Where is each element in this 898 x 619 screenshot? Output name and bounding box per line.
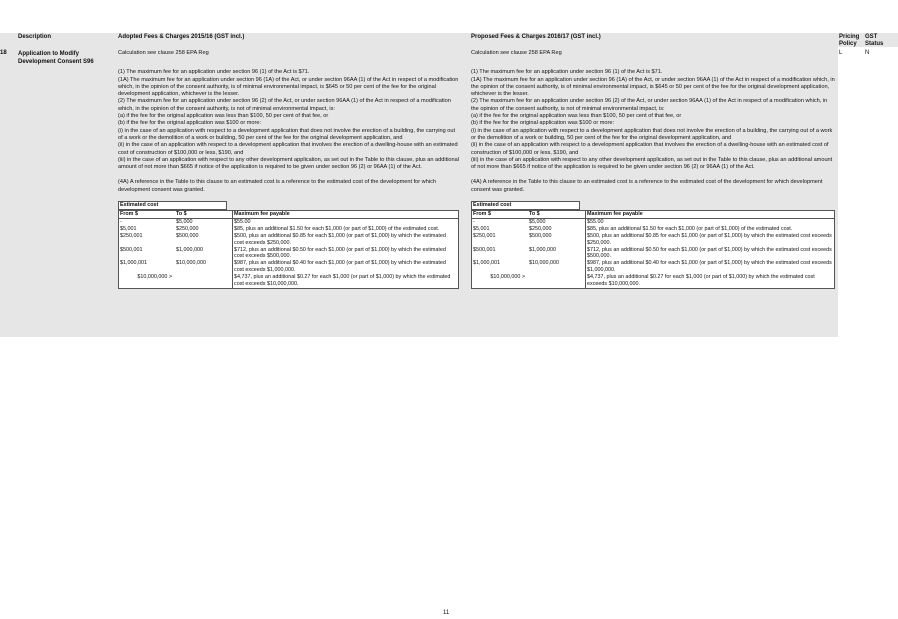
cell-from: $500,001 [473,246,496,253]
adopted-para: (ii) in the case of an application with respect to a development application that involves the erection of a dwelling-house with an estimated cost of construction of $100,000 or less, $190, and [118,142,458,156]
proposed-estimated-cost-label: Estimated cost [471,201,580,210]
table-row [472,218,834,225]
header-proposed: Proposed Fees & Charges 2016/17 (GST incl.) [471,34,601,40]
cell-to: $1,000,000 [528,247,586,261]
table-row [119,218,458,225]
adopted-para: (i) in the case of an application with respect to a development application that does not involve the erection of a building, the carrying out of a work or the demolition of a work or building, 50 per cent of the fee for the original development application, and [118,127,456,141]
cell-from: $1,000,001 [473,260,500,267]
table-row [119,233,458,247]
cell-from: $250,001 [473,232,496,239]
proposed-para: (iii) in the case of an application with respect to any other development application, as set out in the Table to this clause, plus an additional amount of not more than $665 if notice of the application is required to be given under section 96 (2) or 96AA (1) of the Act. [471,156,833,171]
header-gst-status: GST Status [865,34,884,47]
cell-to: $1,000,000 [175,247,233,261]
adopted-fee-table-box [118,210,459,289]
cell-fee: $85, plus an additional $1.50 for each $1,000 (or part of $1,000) of the estimated cost. [234,225,440,232]
adopted-para: (b) if the fee for the original application was $100 or more: [118,120,262,127]
cell-fee: $500, plus an additional $0.85 for each $1,000 (or part of $1,000) by which the estimated cost exceeds $250,000. [587,232,832,246]
cell-to: $250,000 [528,226,586,233]
table-row [472,226,834,233]
table-row [472,260,834,274]
proposed-para: (i) in the case of an application with respect to a development application that does not involve the erection of a building, the carrying out of a work or the demolition of a work or building, 50 per cent of the fee for the original development application, and [471,127,833,141]
cell-fee: $55.00 [234,218,251,225]
proposed-para: (a) if the fee for the original application was less than $100, 50 per cent of that fee, or [471,113,682,120]
cell-fee: $712, plus an additional $0.50 for each $1,000 (or part of $1,000) by which the estimated cost exceeds $500,000. [234,246,446,260]
proposed-fee-table-box [471,210,835,289]
row-gst-status: N [865,50,870,56]
cell-to: $250,000 [175,226,233,233]
proposed-para: (b) if the fee for the original application was $100 or more: [471,120,615,127]
adopted-para: (2) The maximum fee for an application under section 96 (2) of the Act, or under section 96AA (1) of the Act in respect of a modification which, in the opinion of the consent authority, is not of minimal environmental impact, is: [118,98,451,112]
cell-to: $500,000 [175,233,233,247]
adopted-para-4a: (4A) A reference in the Table to this clause to an estimated cost is a reference to the estimated cost of the development for which development consent was granted. [118,179,436,193]
table-header-row [119,211,458,218]
proposed-para: (ii) in the case of an application with respect to a development application that involves the erection of a dwelling-house with an estimated cost of construction of $100,000 or less, $190, and [471,142,829,156]
table-row [119,247,458,261]
cell-from: $10,000,000 > [490,274,525,281]
col-to: To $ [175,211,233,218]
row-code: 18 [0,50,7,56]
cell-fee: $4,737, plus an additional $0.27 for each $1,000 (or part of $1,000) by which the estimated cost exceeds $10,000,000. [587,274,815,288]
cell-to: $10,000,000 [175,260,233,274]
table-row [119,226,458,233]
cell-to: $5,000 [528,218,586,225]
proposed-para-4a: (4A) A reference in the Table to this clause to an estimated cost is a reference to the estimated cost of the development for which development consent was granted. [471,179,823,193]
proposed-para: (1) The maximum fee for an application under section 96 (1) of the Act is $71. [471,69,663,76]
cell-to: $5,000 [175,218,233,225]
table-header-row [472,211,834,218]
row-pricing-policy: L [839,50,843,56]
row-description: Application to Modify Development Consent S96 [18,51,94,65]
cell-to: $500,000 [528,233,586,247]
table-row [472,247,834,261]
header-adopted: Adopted Fees & Charges 2015/16 (GST incl.) [118,34,245,40]
table-row [472,274,834,288]
cell-from: - [473,218,475,225]
table-row [119,260,458,274]
table-row [119,274,458,288]
cell-fee: $987, plus an additional $0.40 for each $1,000 (or part of $1,000) by which the estimated cost exceeds $1,000,000. [234,260,446,274]
adopted-fee-table [119,211,458,288]
column-header-bar [0,33,898,47]
cell-from: $1,000,001 [120,260,147,267]
header-description: Description [18,34,52,40]
cell-fee: $55.00 [587,218,604,225]
cell-to: $10,000,000 [528,260,586,274]
cell-to [175,274,233,288]
cell-fee: $85, plus an additional $1.50 for each $1,000 (or part of $1,000) of the estimated cost. [587,225,793,232]
col-max-fee: Maximum fee payable [586,211,835,218]
header-pricing-policy: Pricing Policy [839,34,860,47]
proposed-fee-table [472,211,834,288]
cell-from: $5,001 [120,225,137,232]
adopted-para: (1) The maximum fee for an application under section 96 (1) of the Act is $71. [118,69,310,76]
adopted-para: (iii) in the case of an application with respect to any other development application, as set out in the Table to this clause, plus an additional amount of not more than $665 if notice of the application is required to be given under section 96 (2) or 96AA (1) of the Act. [118,156,460,171]
adopted-estimated-cost-label: Estimated cost [118,201,227,210]
cell-from: $5,001 [473,225,490,232]
cell-to [528,274,586,288]
cell-fee: $712, plus an additional $0.50 for each $1,000 (or part of $1,000) by which the estimated cost exceeds $500,000. [587,246,832,260]
col-to: To $ [528,211,586,218]
col-from: From $ [472,211,528,218]
cell-from: $250,001 [120,232,143,239]
proposed-column [471,50,835,289]
proposed-para: (2) The maximum fee for an application under section 96 (2) of the Act, or under section 96AA (1) of the Act in respect of a modification which, in the opinion of the consent authority, is not of minimal environmental impact, is: [471,98,828,112]
adopted-para: (a) if the fee for the original application was less than $100, 50 per cent of that fee, or [118,113,329,120]
cell-from: $500,001 [120,246,143,253]
page-number: 11 [443,610,450,616]
proposed-calc: Calculation see clause 258 EPA Reg [471,50,562,56]
cell-fee: $987, plus an additional $0.40 for each $1,000 (or part of $1,000) by which the estimated cost exceeds $1,000,000. [587,260,832,274]
table-row [472,233,834,247]
cell-fee: $4,737, plus an additional $0.27 for each $1,000 (or part of $1,000) by which the estimated cost exceeds $10,000,000. [234,274,451,288]
col-max-fee: Maximum fee payable [233,211,459,218]
proposed-para: (1A) The maximum fee for an application under section 96 (1A) of the Act, or under section 96AA (1) of the Act in respect of a modification which, in the opinion of the consent authority, is of minimal environmental impact, is $645 or 50 per cent of the fee for the original development application, whichever is the lesser. [471,76,835,98]
adopted-para: (1A) The maximum fee for an application under section 96 (1A) of the Act, or under section 96AA (1) of the Act in respect of a modification which, in the opinion of the consent authority, is of minimal environmental impact, is $645 or 50 per cent of the fee for the original development application, whichever is the lesser. [118,76,459,98]
cell-from: $10,000,000 > [137,274,172,281]
col-from: From $ [119,211,175,218]
adopted-column [118,50,459,289]
cell-fee: $500, plus an additional $0.85 for each $1,000 (or part of $1,000) by which the estimated cost exceeds $250,000. [234,232,446,246]
adopted-calc: Calculation see clause 258 EPA Reg [118,50,209,56]
cell-from: - [120,218,122,225]
